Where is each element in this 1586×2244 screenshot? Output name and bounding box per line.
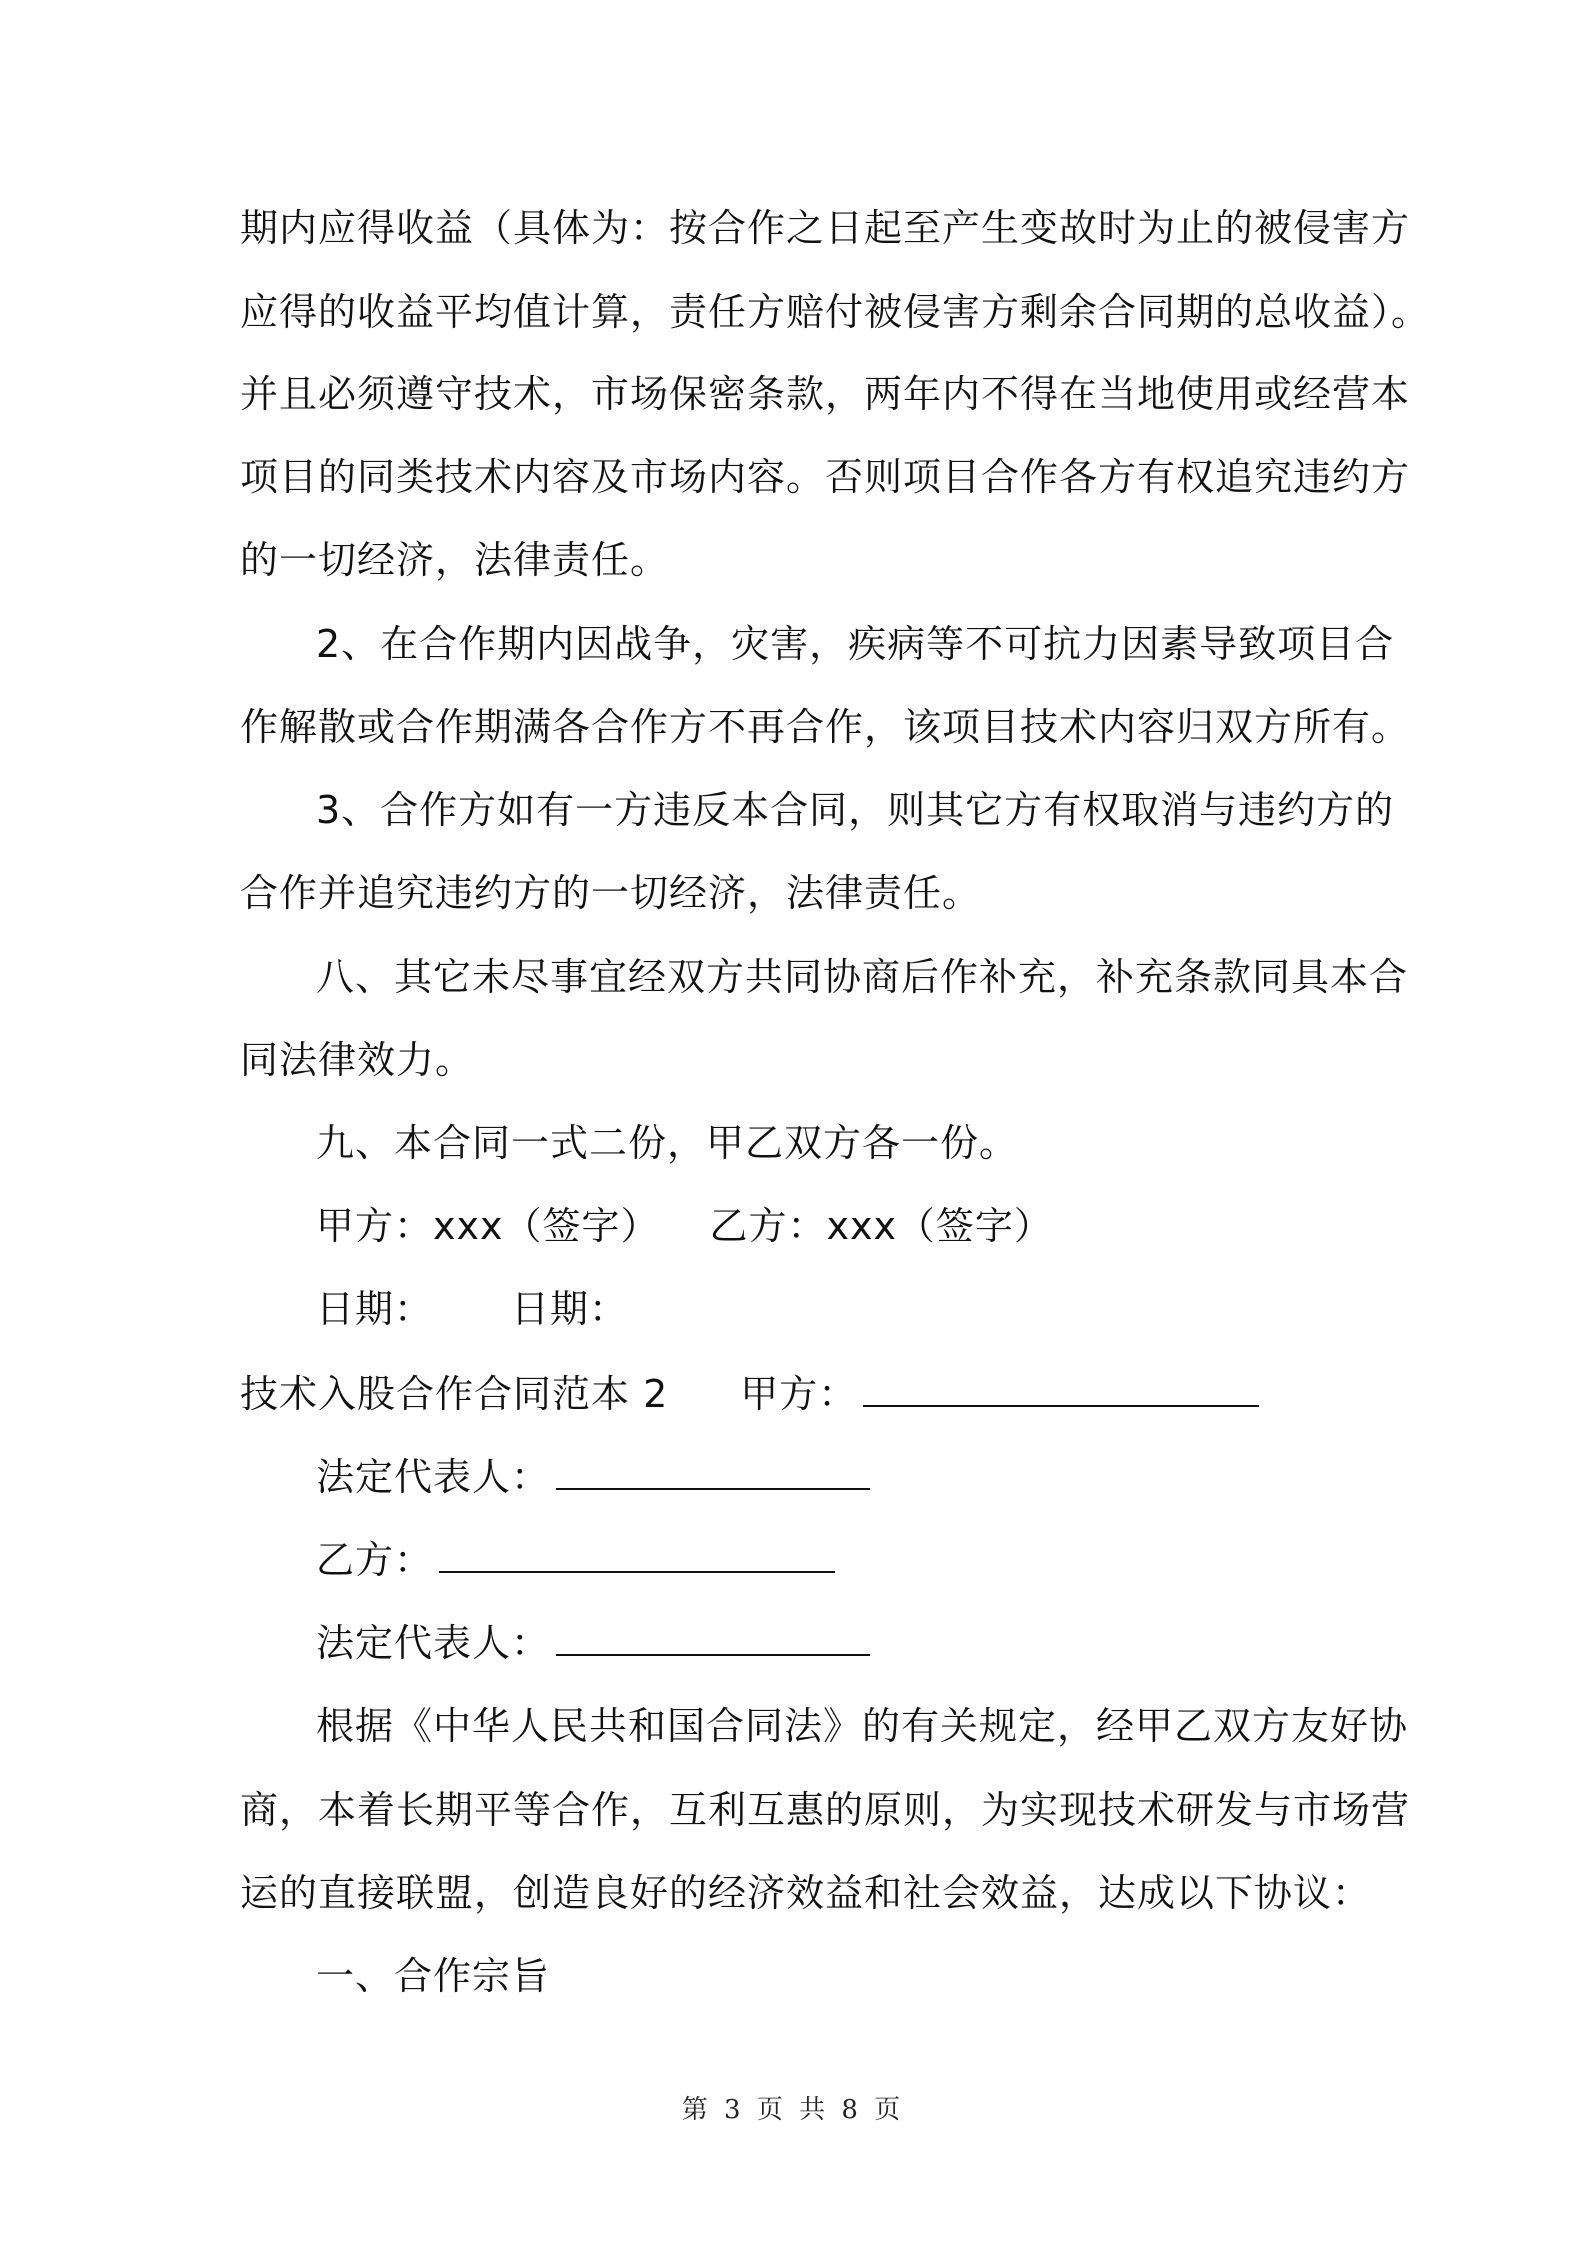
party-a-label: 甲方： <box>740 1372 858 1416</box>
page-number-footer: 第 3 页 共 8 页 <box>681 2095 905 2125</box>
paragraph-line: 2、在合作期内因战争，灾害，疾病等不可抗力因素导致项目合 <box>316 622 1395 666</box>
party-a-rep-row <box>316 1453 870 1501</box>
paragraph-line: 同法律效力。 <box>240 1038 475 1082</box>
party-a-rep-blank-line <box>556 1454 870 1490</box>
paragraph-line: 商，本着长期平等合作，互利互惠的原则，为实现技术研发与市场营 <box>240 1788 1411 1832</box>
paragraph-line: 应得的收益平均值计算，责任方赔付被侵害方剩余合同期的总收益）。 <box>240 290 1431 334</box>
party-b-label: 乙方： <box>316 1538 434 1582</box>
section-heading: 一、合作宗旨 <box>316 1954 551 1998</box>
paragraph-line: 期内应得收益（具体为：按合作之日起至产生变故时为止的被侵害方 <box>240 206 1411 250</box>
paragraph-line: 根据《中华人民共和国合同法》的有关规定，经甲乙双方友好协 <box>316 1704 1409 1748</box>
contract2-title-row <box>240 1370 1259 1418</box>
party-a-blank-line <box>863 1371 1259 1407</box>
party-b-row <box>316 1536 835 1584</box>
party-b-rep-row <box>316 1619 870 1667</box>
paragraph-line: 作解散或合作期满各合作方不再合作，该项目技术内容归双方所有。 <box>240 705 1411 749</box>
party-a-signature: 甲方：xxx（签字） <box>316 1204 660 1248</box>
party-a-rep-label: 法定代表人： <box>316 1455 551 1499</box>
paragraph-line: 的一切经济，法律责任。 <box>240 538 670 582</box>
party-b-blank-line <box>439 1537 835 1573</box>
date-a-label: 日期： <box>316 1287 434 1331</box>
paragraph-line: 3、合作方如有一方违反本合同，则其它方有权取消与违约方的 <box>316 788 1395 832</box>
party-b-rep-label: 法定代表人： <box>316 1621 551 1665</box>
signature-row <box>316 1202 1053 1250</box>
paragraph-line: 并且必须遵守技术，市场保密条款，两年内不得在当地使用或经营本 <box>240 372 1411 416</box>
paragraph-line: 九、本合同一式二份，甲乙双方各一份。 <box>316 1121 1019 1165</box>
paragraph-line: 八、其它未尽事宜经双方共同协商后作补充，补充条款同具本合 <box>316 955 1409 999</box>
paragraph-line: 项目的同类技术内容及市场内容。否则项目合作各方有权追究违约方 <box>240 455 1411 499</box>
paragraph-line: 合作并追究违约方的一切经济，法律责任。 <box>240 871 982 915</box>
contract2-title: 技术入股合作合同范本 2 <box>240 1372 669 1416</box>
date-b-label: 日期： <box>511 1287 629 1331</box>
party-b-rep-blank-line <box>556 1620 870 1656</box>
party-b-signature: 乙方：xxx（签字） <box>709 1204 1053 1248</box>
paragraph-line: 运的直接联盟，创造良好的经济效益和社会效益，达成以下协议： <box>240 1871 1372 1915</box>
date-row <box>316 1285 628 1333</box>
